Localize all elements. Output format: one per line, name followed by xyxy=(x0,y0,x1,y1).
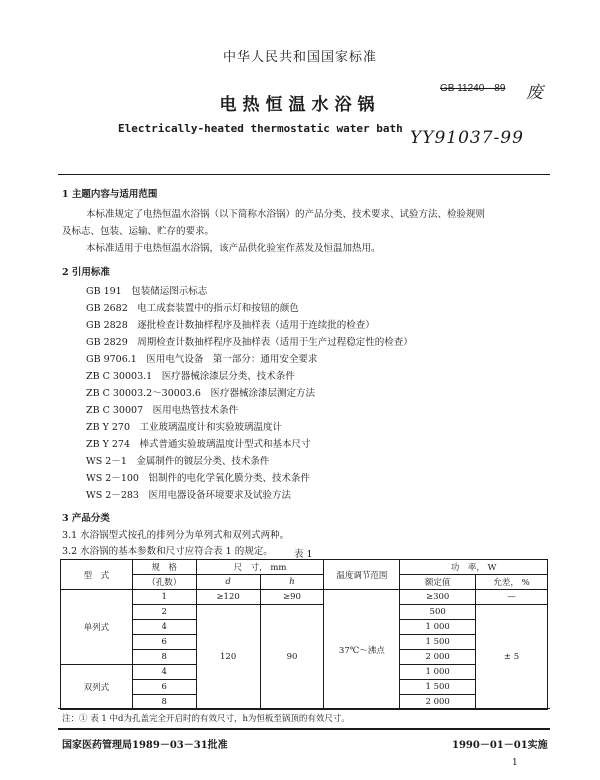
handwritten-void-mark: 废 xyxy=(526,83,543,103)
col-type-header: 型 式 xyxy=(61,560,133,590)
table-row xyxy=(61,605,548,620)
col-holes-header: （孔数） xyxy=(132,575,196,590)
temp-range: 37℃～沸点 xyxy=(324,590,400,710)
effective-date: 1990－01－01实施 xyxy=(452,740,548,751)
col-h-header: h xyxy=(260,575,324,590)
table-cell: 2 000 xyxy=(400,650,476,665)
header-divider xyxy=(58,174,550,175)
col-power-header: 功 率， W xyxy=(400,560,548,575)
ref-item: ZB C 30003.2～30003.6 医疗器械涂漆层测定方法 xyxy=(86,388,315,399)
english-title: Electrically-heated thermostatic water bath xyxy=(118,122,403,135)
table-cell: ≥300 xyxy=(400,590,476,605)
table-cell: — xyxy=(476,590,548,605)
table-cell: 6 xyxy=(132,680,196,695)
section-3-heading: 3 产品分类 xyxy=(62,513,110,524)
d-value: 120 xyxy=(196,605,260,710)
table-cell: 1 000 xyxy=(400,665,476,680)
col-spec-header: 规 格 xyxy=(132,560,196,575)
table-cell: 1 500 xyxy=(400,680,476,695)
table-cell: 500 xyxy=(400,605,476,620)
table-caption: 表 1 xyxy=(294,549,313,560)
table-cell: 2 xyxy=(132,605,196,620)
section-1-para-2: 本标准适用于电热恒温水浴锅，该产品供化验室作蒸发及恒温加热用。 xyxy=(86,243,381,254)
ref-item: ZB Y 274 棒式普通实验玻璃温度计型式和基本尺寸 xyxy=(86,439,311,450)
table-cell: 8 xyxy=(132,695,196,710)
standard-type: 中华人民共和国国家标准 xyxy=(222,50,377,65)
table-cell: 4 xyxy=(132,620,196,635)
ref-item: WS 2－1 金属制件的镀层分类、技术条件 xyxy=(86,456,270,467)
note-divider xyxy=(58,708,550,709)
type-single: 单列式 xyxy=(61,590,133,665)
table-cell: 1 500 xyxy=(400,635,476,650)
tol-value: ± 5 xyxy=(476,605,548,710)
table-cell: 1 xyxy=(132,590,196,605)
parameter-table xyxy=(60,559,548,710)
page-title: 电热恒温水浴锅 xyxy=(219,95,381,115)
footer-divider xyxy=(58,728,550,730)
section-3-1: 3.1 水浴锅型式按孔的排列分为单列式和双列式两种。 xyxy=(62,530,290,541)
col-rated-header: 额定值 xyxy=(400,575,476,590)
table-cell: 4 xyxy=(132,665,196,680)
old-standard-number: GB 11240—89 xyxy=(440,83,506,94)
section-2-heading: 2 引用标准 xyxy=(62,267,110,278)
h-value: 90 xyxy=(260,605,324,710)
ref-item: GB 2682 电工成套装置中的指示灯和按钮的颜色 xyxy=(86,303,299,314)
table-cell: ≥120 xyxy=(196,590,260,605)
section-3-2: 3.2 水浴锅的基本参数和尺寸应符合表 1 的规定。 xyxy=(62,546,273,557)
table-cell: 8 xyxy=(132,650,196,665)
new-standard-number: YY91037-99 xyxy=(410,128,524,148)
ref-item: ZB Y 270 工业玻璃温度计和实验玻璃温度计 xyxy=(86,422,283,433)
table-cell: 1 000 xyxy=(400,620,476,635)
ref-item: ZB C 30007 医用电热管技术条件 xyxy=(86,405,239,416)
table-row xyxy=(61,590,548,605)
col-tol-header: 允差， % xyxy=(476,575,548,590)
ref-item: GB 9706.1 医用电气设备 第一部分：通用安全要求 xyxy=(86,354,318,365)
ref-item: WS 2－283 医用电器设备环境要求及试验方法 xyxy=(86,490,292,501)
section-1-para-1b: 及标志、包装、运输、贮存的要求。 xyxy=(62,226,215,237)
col-temp-header: 温度调节范围 xyxy=(324,560,400,590)
ref-item: GB 2829 周期检查计数抽样程序及抽样表（适用于生产过程稳定性的检查） xyxy=(86,337,413,348)
ref-item: WS 2－100 铝制件的电化学氧化膜分类、技术条件 xyxy=(86,473,311,484)
col-d-header: d xyxy=(196,575,260,590)
ref-item: GB 2828 逐批检查计数抽样程序及抽样表（适用于连续批的检查） xyxy=(86,320,375,331)
type-double: 双列式 xyxy=(61,665,133,710)
page-number: 1 xyxy=(512,758,518,768)
table-cell: 6 xyxy=(132,635,196,650)
approval-line: 国家医药管理局1989－03－31批准 xyxy=(62,740,228,751)
table-cell: 2 000 xyxy=(400,695,476,710)
ref-item: GB 191 包装储运图示标志 xyxy=(86,286,208,297)
table-cell: ≥90 xyxy=(260,590,324,605)
section-1-para-1a: 本标准规定了电热恒温水浴锅（以下简称水浴锅）的产品分类、技术要求、试验方法、检验规则 xyxy=(86,209,486,220)
section-1-heading: 1 主题内容与适用范围 xyxy=(62,189,158,200)
table-note: 注：① 表 1 中d为孔盖完全开启时的有效尺寸，h为恒板至锅顶的有效尺寸。 xyxy=(62,714,350,724)
ref-item: ZB C 30003.1 医疗器械涂漆层分类、技术条件 xyxy=(86,371,295,382)
col-dim-header: 尺 寸， mm xyxy=(196,560,324,575)
